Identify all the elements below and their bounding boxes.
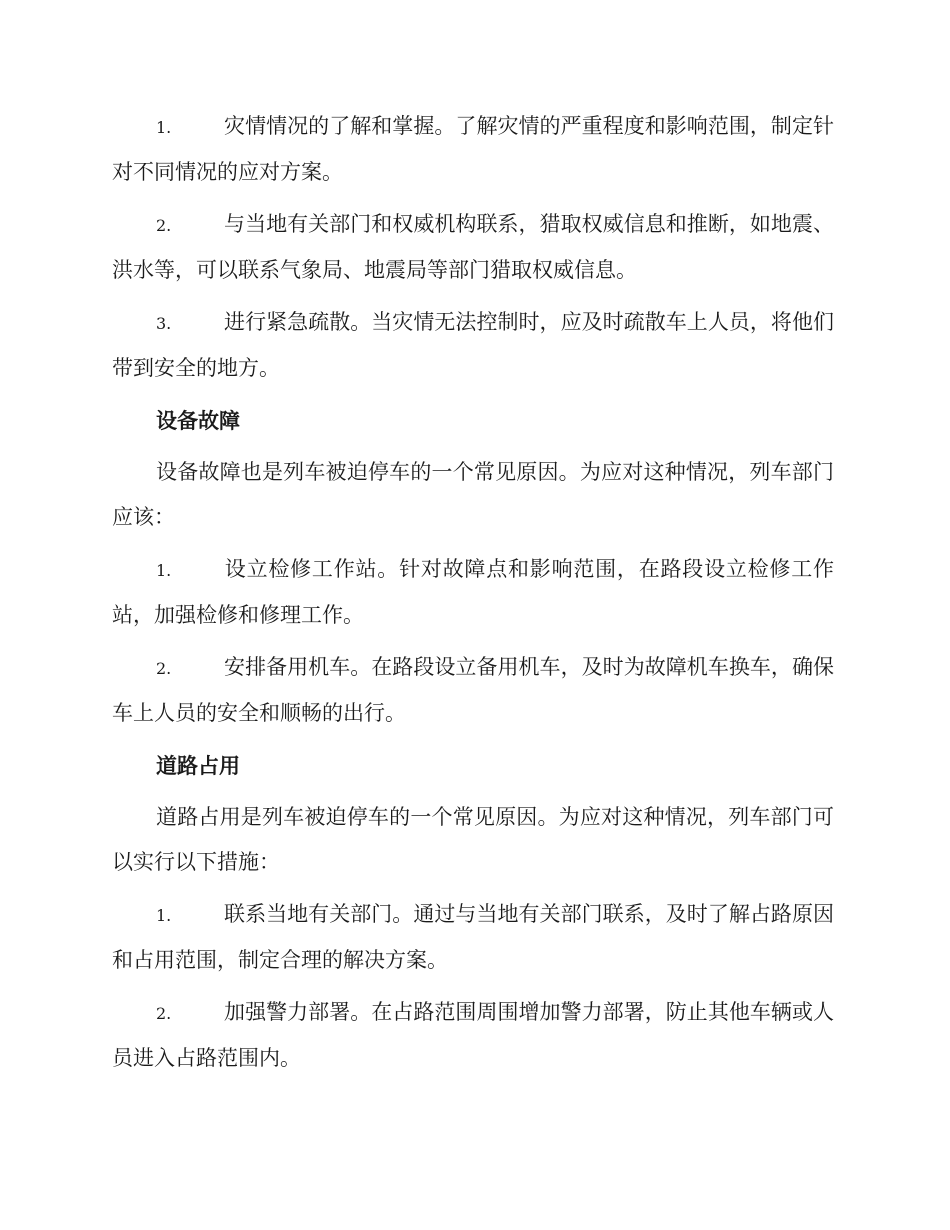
list-item — [112, 645, 834, 736]
list-text: 灾情情况的了解和掌握。了解灾情的严重程度和影响范围，制定针对不同情况的应对方案。 — [112, 114, 834, 184]
document-body — [112, 104, 834, 1088]
list-number: 2. — [156, 1004, 172, 1023]
list-item — [112, 892, 834, 983]
list-item — [112, 990, 834, 1081]
list-item — [112, 104, 834, 195]
list-number: 1. — [156, 906, 172, 925]
list-item — [112, 202, 834, 293]
list-number: 2. — [156, 659, 172, 678]
list-number: 1. — [156, 561, 172, 580]
list-item — [112, 547, 834, 638]
list-text: 加强警力部署。在占路范围周围增加警力部署，防止其他车辆或人员进入占路范围内。 — [112, 1000, 834, 1070]
list-text: 设立检修工作站。针对故障点和影响范围，在路段设立检修工作站，加强检修和修理工作。 — [112, 557, 834, 627]
list-text: 安排备用机车。在路段设立备用机车，及时为故障机车换车，确保车上人员的安全和顺畅的出行。 — [112, 655, 834, 725]
section-intro-road: 道路占用是列车被迫停车的一个常见原因。为应对这种情况，列车部门可以实行以下措施： — [112, 805, 834, 874]
list-number: 2. — [156, 216, 172, 235]
list-text: 联系当地有关部门。通过与当地有关部门联系，及时了解占路原因和占用范围，制定合理的解决方案。 — [112, 902, 834, 972]
list-number: 1. — [156, 118, 172, 137]
section-intro-equipment: 设备故障也是列车被迫停车的一个常见原因。为应对这种情况，列车部门应该： — [112, 460, 834, 529]
list-item — [112, 300, 834, 391]
section-heading-road: 道路占用 — [156, 753, 240, 778]
section-heading-equipment: 设备故障 — [156, 408, 240, 433]
list-text: 进行紧急疏散。当灾情无法控制时，应及时疏散车上人员，将他们带到安全的地方。 — [112, 310, 834, 380]
list-text: 与当地有关部门和权威机构联系，猎取权威信息和推断，如地震、洪水等，可以联系气象局、地震局等部门猎取权威信息。 — [112, 212, 834, 282]
list-number: 3. — [156, 314, 172, 333]
